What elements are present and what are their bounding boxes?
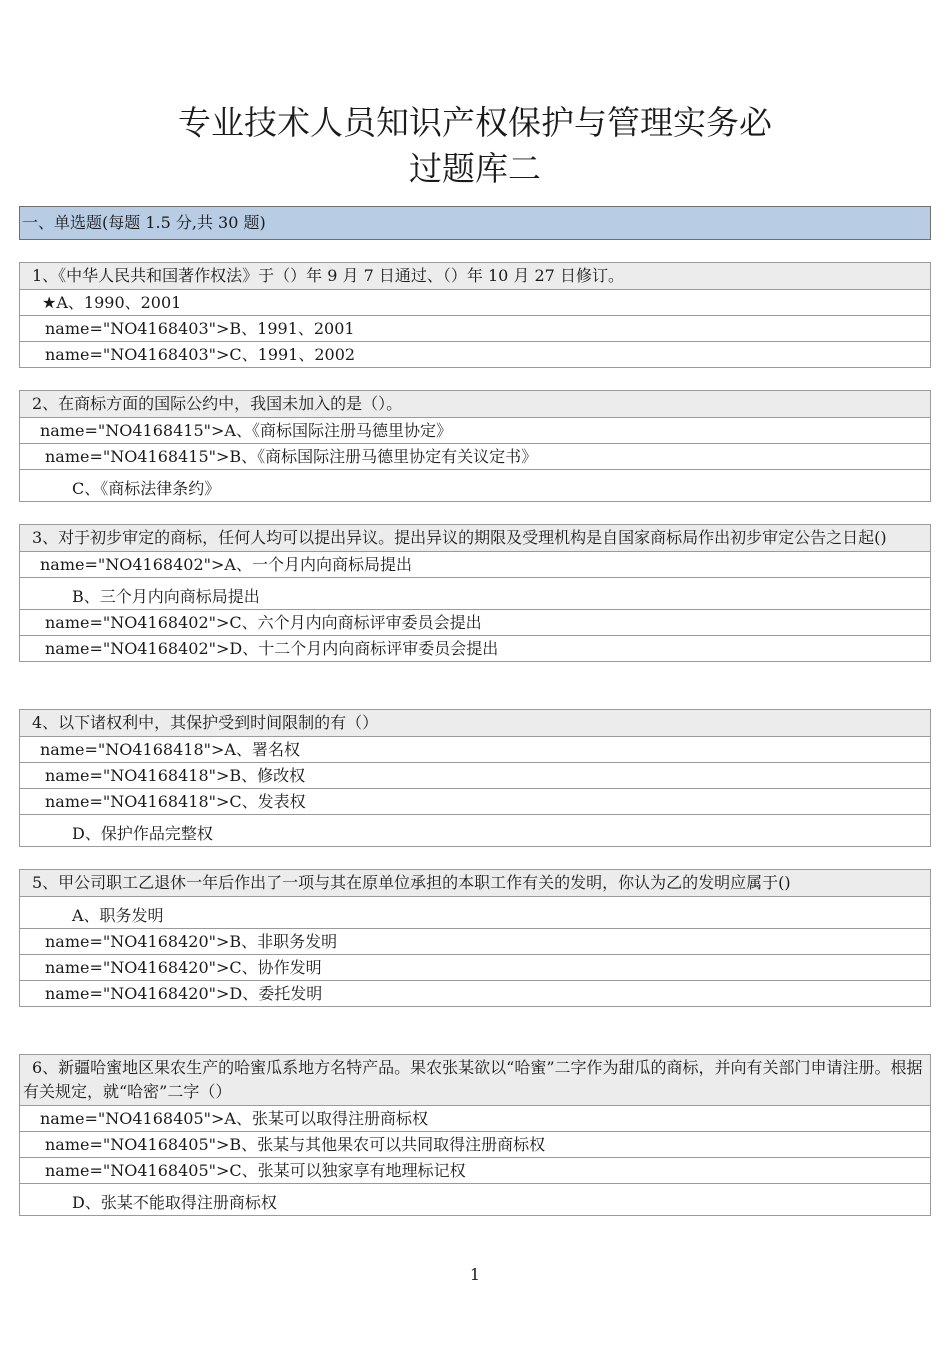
option-label: name="NO4168420">C、协作发明: [45, 958, 322, 977]
question-stem: 4、以下诸权利中，其保护受到时间限制的有（）: [20, 710, 930, 737]
question-4: [19, 709, 931, 847]
document-title-line-1: 专业技术人员知识产权保护与管理实务必: [178, 103, 772, 142]
option-label: name="NO4168418">B、修改权: [45, 766, 306, 785]
option-d[interactable]: [20, 636, 930, 661]
question-stem: 2、在商标方面的国际公约中，我国未加入的是（）。: [20, 391, 930, 418]
document-title: [0, 100, 950, 192]
option-label: name="NO4168405">B、张某与其他果农可以共同取得注册商标权: [45, 1135, 546, 1154]
option-d-answer[interactable]: [20, 815, 930, 846]
option-label: ★A、1990、2001: [42, 293, 182, 312]
option-a[interactable]: [20, 552, 930, 578]
question-2: [19, 390, 931, 502]
option-c[interactable]: [20, 1158, 930, 1184]
option-a[interactable]: [20, 737, 930, 763]
option-label: name="NO4168405">A、张某可以取得注册商标权: [40, 1109, 428, 1128]
option-b[interactable]: [20, 1132, 930, 1158]
question-6: [19, 1054, 931, 1216]
option-label: name="NO4168403">C、1991、2002: [45, 345, 356, 364]
question-stem: 6、新疆哈蜜地区果农生产的哈蜜瓜系地方名特产品。果农张某欲以“哈蜜”二字作为甜瓜的商标，并向有关部门申请注册。根据有关规定，就“哈密”二字（）: [20, 1055, 930, 1106]
option-c[interactable]: [20, 610, 930, 636]
option-c[interactable]: [20, 342, 930, 367]
section-header-single-choice: 一、单选题(每题 1.5 分,共 30 题): [19, 206, 931, 240]
option-c[interactable]: [20, 955, 930, 981]
option-b-answer[interactable]: [20, 578, 930, 610]
option-label: name="NO4168415">A、《商标国际注册马德里协定》: [40, 421, 452, 440]
option-label: name="NO4168415">B、《商标国际注册马德里协定有关议定书》: [45, 447, 538, 466]
option-label: name="NO4168418">C、发表权: [45, 792, 306, 811]
option-b[interactable]: [20, 763, 930, 789]
option-label: name="NO4168405">C、张某可以独家享有地理标记权: [45, 1161, 466, 1180]
page-number: 1: [469, 1265, 481, 1284]
question-stem: 5、甲公司职工乙退休一年后作出了一项与其在原单位承担的本职工作有关的发明，你认为乙的发明应属于(): [20, 870, 930, 897]
option-label: name="NO4168403">B、1991、2001: [45, 319, 355, 338]
question-stem: 1、《中华人民共和国著作权法》于（）年 9 月 7 日通过、（）年 10 月 27 日修订。: [20, 263, 930, 290]
option-label: D、保护作品完整权: [72, 824, 213, 843]
option-label: name="NO4168420">D、委托发明: [45, 984, 323, 1003]
option-d[interactable]: [20, 981, 930, 1006]
option-c-answer[interactable]: [20, 470, 930, 501]
option-a[interactable]: [20, 1106, 930, 1132]
question-5: [19, 869, 931, 1007]
document-title-line-2: 过题库二: [409, 149, 541, 188]
option-label: C、《商标法律条约》: [72, 479, 221, 498]
option-c[interactable]: [20, 789, 930, 815]
option-a-answer[interactable]: [20, 897, 930, 929]
option-b[interactable]: [20, 444, 930, 470]
option-label: D、张某不能取得注册商标权: [72, 1193, 277, 1212]
option-a-selected[interactable]: [20, 290, 930, 316]
option-label: name="NO4168402">C、六个月内向商标评审委员会提出: [45, 613, 482, 632]
question-3: [19, 524, 931, 662]
option-label: B、三个月内向商标局提出: [72, 587, 260, 606]
option-label: name="NO4168402">D、十二个月内向商标评审委员会提出: [45, 639, 499, 658]
option-label: A、职务发明: [72, 906, 164, 925]
option-d-answer[interactable]: [20, 1184, 930, 1215]
option-b[interactable]: [20, 316, 930, 342]
option-label: name="NO4168402">A、一个月内向商标局提出: [40, 555, 412, 574]
question-stem: 3、对于初步审定的商标，任何人均可以提出异议。提出异议的期限及受理机构是自国家商标局作出初步审定公告之日起(): [20, 525, 930, 552]
question-1: [19, 262, 931, 368]
option-a[interactable]: [20, 418, 930, 444]
option-b[interactable]: [20, 929, 930, 955]
option-label: name="NO4168418">A、署名权: [40, 740, 300, 759]
option-label: name="NO4168420">B、非职务发明: [45, 932, 338, 951]
